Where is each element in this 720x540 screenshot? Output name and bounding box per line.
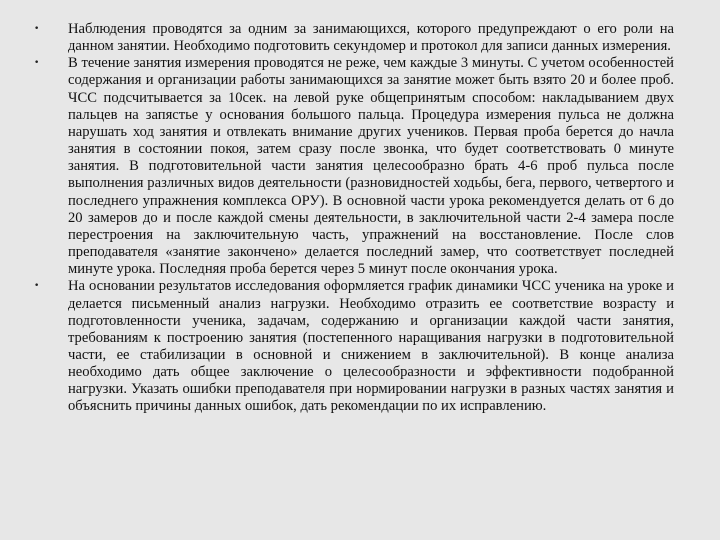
bullet-icon: • <box>34 58 40 69</box>
bullet-text: В течение занятия измерения проводятся не реже, чем каждые 3 минуты. С учетом особенностей содержания и организации работы занимающихся за занятие может быть взято 20 и более проб. ЧСС подсчитывается за 10сек. на левой руке общепринятым способом: накладыванием двух пальцев на запястье у основания большого пальца. Процедура измерения пульса не должна нарушать ход занятия и отвлекать внимание других учеников. Первая проба берется до начла занятия в состоянии покоя, затем сразу после звонка, что будет соответствовать 0 минуте занятия. В подготовительной части занятия целесообразно брать 4-6 проб пульса после выполнения различных видов деятельности (разновидностей ходьбы, бега, первого, четвертого и последнего упражнения комплекса ОРУ). В основной части урока рекомендуется делать от 6 до 20 замеров до и после каждой смены деятельности, в заключительной части 2-4 замера после перестроения на заключительную часть, упражнений на восстановление. После слов преподавателя «занятие закончено» делается последний замер, что соответствует последней минуте урока. Последняя проба берется через 5 минут после окончания урока. <box>68 55 674 278</box>
bullet-item-analysis <box>34 278 674 415</box>
bullet-text: На основании результатов исследования оформляется график динамики ЧСС ученика на уроке и делается письменный анализ нагрузки. Необходимо отразить ее соответствие возрасту и подготовленности ученика, задачам, содержанию и организации каждой части занятия, требованиям к построению занятия (постепенного наращивания нагрузки в подготовительной части, ее стабилизации в основной и снижением в заключительной). В конце анализа необходимо дать общее заключение о целесообразности и эффективности подобранной нагрузки. Указать ошибки преподавателя при нормировании нагрузки в разных частях занятия и объяснить причины данных ошибок, дать рекомендации по их исправлению. <box>68 278 674 415</box>
bullet-icon: • <box>34 281 40 292</box>
bullet-icon: • <box>34 24 40 34</box>
bullet-list <box>34 21 674 416</box>
bullet-item-measurements <box>34 55 674 278</box>
bullet-item-observation <box>34 21 674 55</box>
bullet-text: Наблюдения проводятся за одним за занимающихся, которого предупреждают о его роли на данном занятии. Необходимо подготовить секундомер и протокол для записи данных измерения. <box>68 21 674 55</box>
